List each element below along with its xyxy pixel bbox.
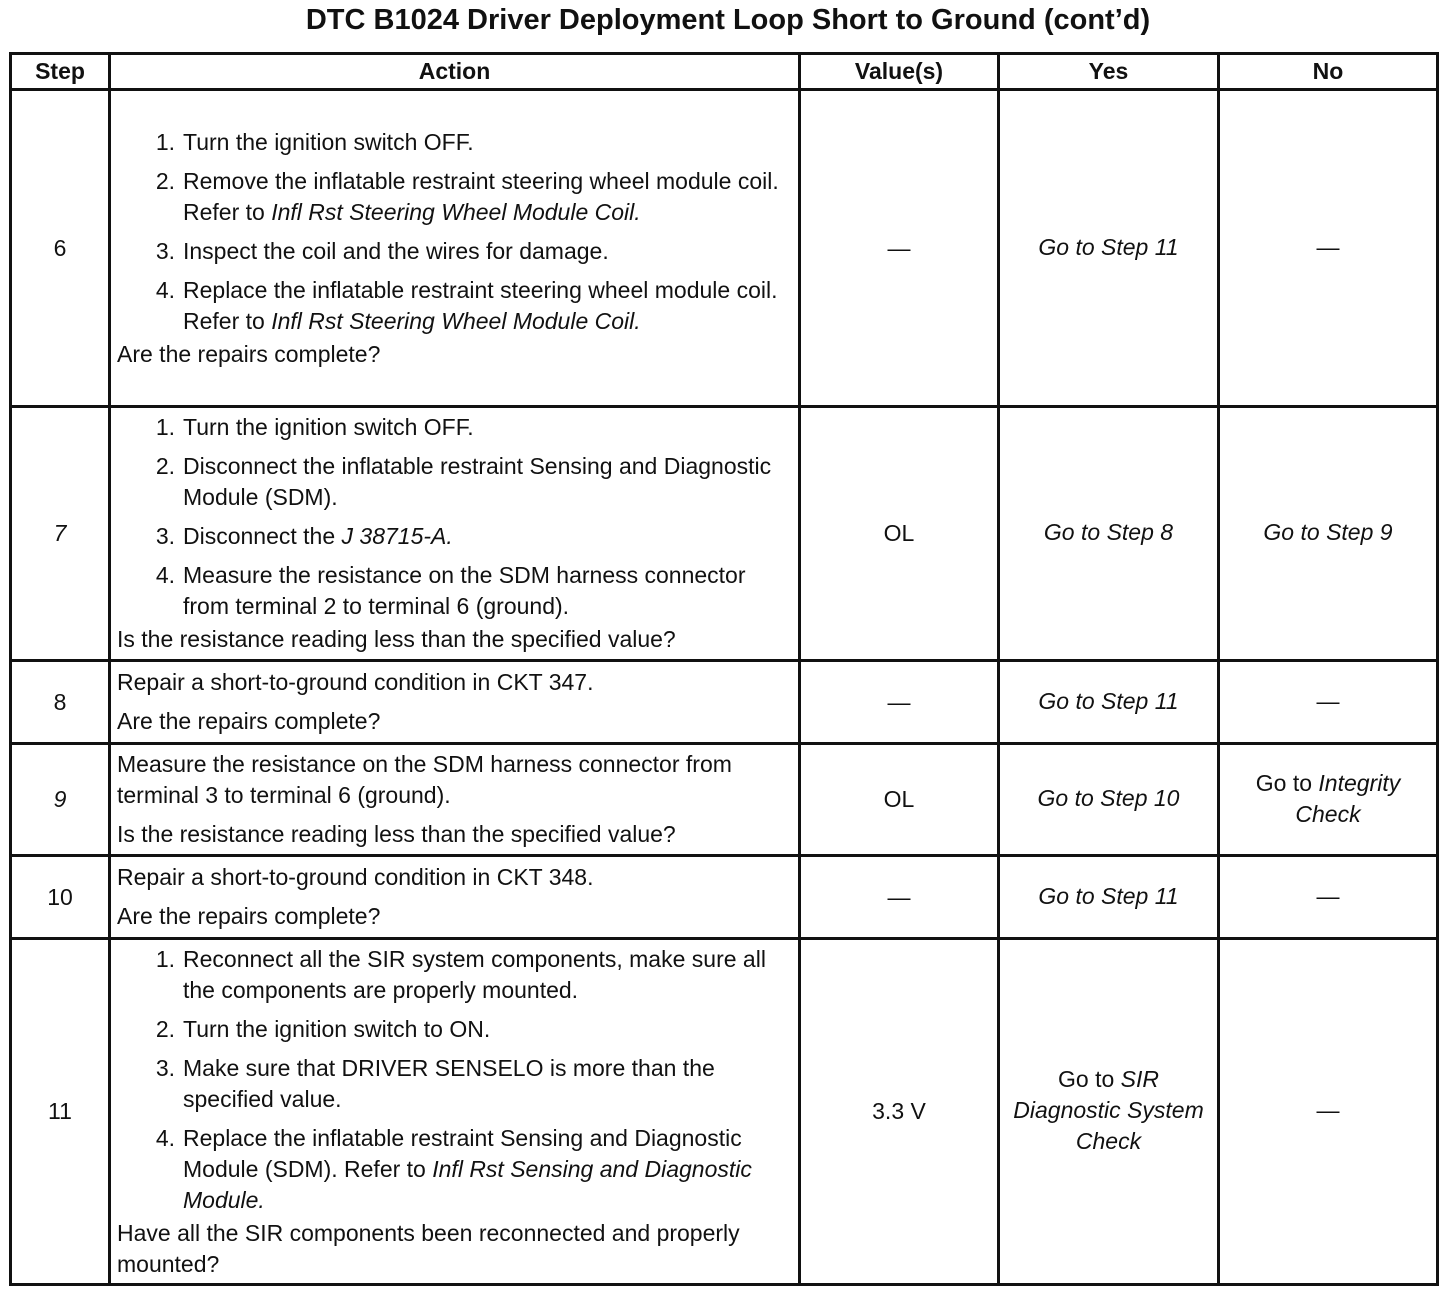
action-text: Repair a short-to-ground condition in CKT 347.	[117, 669, 594, 695]
reference-link: Infl Rst Sensing and Diagnostic Module.	[183, 1155, 752, 1213]
action-steps	[117, 412, 792, 622]
value-cell: OL	[800, 744, 999, 856]
list-item: 1. Reconnect all the SIR system components, make sure all the components are properly mounted.	[155, 945, 766, 1003]
value-cell: OL	[800, 407, 999, 661]
no-cell: —	[1219, 856, 1438, 939]
yes-cell: Go to Step 11	[999, 90, 1219, 407]
header-action: Action	[110, 54, 800, 90]
list-item: 3. Inspect the coil and the wires for damage.	[155, 237, 609, 264]
step-number: 11	[11, 939, 110, 1285]
reference-link: J 38715-A.	[341, 523, 453, 549]
yes-cell	[999, 939, 1219, 1285]
table-row-step-6	[11, 90, 1438, 407]
action-question: Are the repairs complete?	[117, 903, 381, 929]
reference-link: SIR Diagnostic System Check	[1013, 1066, 1204, 1154]
list-item: 1. Turn the ignition switch OFF.	[155, 414, 474, 440]
action-question: Have all the SIR components been reconnected and properly mounted?	[117, 1219, 740, 1277]
no-cell: —	[1219, 939, 1438, 1285]
header-no: No	[1219, 54, 1438, 90]
action-cell	[110, 407, 800, 661]
page-title: DTC B1024 Driver Deployment Loop Short to Ground (cont’d)	[305, 4, 1151, 36]
reference-link: Infl Rst Steering Wheel Module Coil.	[271, 307, 641, 334]
yes-cell-prefix: Go to	[1058, 1066, 1121, 1092]
header-step: Step	[11, 54, 110, 90]
action-question: Is the resistance reading less than the specified value?	[117, 821, 676, 847]
list-item: 2. Remove the inflatable restraint steering wheel module coil. Refer to Infl Rst Steering Wheel Module Coil.	[155, 167, 779, 225]
value-cell: —	[800, 856, 999, 939]
no-cell-prefix: Go to	[1255, 769, 1319, 796]
no-cell	[1219, 744, 1438, 856]
dtc-table	[9, 52, 1439, 1286]
no-cell: —	[1219, 90, 1438, 407]
no-cell: Go to Step 9	[1219, 407, 1438, 661]
action-text: Repair a short-to-ground condition in CKT 348.	[117, 864, 594, 890]
value-cell: 3.3 V	[800, 939, 999, 1285]
value-cell: —	[800, 90, 999, 407]
action-steps	[117, 944, 792, 1216]
reference-link: Infl Rst Steering Wheel Module Coil.	[271, 198, 641, 225]
action-cell	[110, 90, 800, 407]
table-row-step-9	[11, 744, 1438, 856]
action-question: Are the repairs complete?	[117, 340, 381, 367]
yes-cell: Go to Step 11	[999, 661, 1219, 744]
step-number: 7	[11, 407, 110, 661]
action-text: Measure the resistance on the SDM harness connector from terminal 3 to terminal 6 (ground).	[117, 751, 732, 808]
list-item: 4. Replace the inflatable restraint steering wheel module coil. Refer to Infl Rst Steering Wheel Module Coil.	[155, 276, 778, 334]
action-steps	[117, 127, 792, 337]
list-item: 3. Make sure that DRIVER SENSELO is more than the specified value.	[155, 1054, 715, 1112]
yes-cell: Go to Step 11	[999, 856, 1219, 939]
header-yes: Yes	[999, 54, 1219, 90]
step-number: 8	[11, 661, 110, 744]
no-cell: —	[1219, 661, 1438, 744]
yes-cell: Go to Step 10	[999, 744, 1219, 856]
reference-link: Integrity Check	[1295, 769, 1401, 827]
value-cell: —	[800, 661, 999, 744]
list-item: 1. Turn the ignition switch OFF.	[155, 128, 474, 155]
list-item: 2. Disconnect the inflatable restraint Sensing and Diagnostic Module (SDM).	[155, 453, 772, 510]
step-number: 6	[11, 90, 110, 407]
list-item: 4. Measure the resistance on the SDM harness connector from terminal 2 to terminal 6 (ground).	[155, 562, 746, 619]
action-cell	[110, 856, 800, 939]
header-row	[11, 54, 1438, 90]
table-row-step-10	[11, 856, 1438, 939]
list-item: 4. Replace the inflatable restraint Sensing and Diagnostic Module (SDM). Refer to Infl Rst Sensing and Diagnostic Module.	[155, 1124, 752, 1213]
list-item: 2. Turn the ignition switch to ON.	[155, 1015, 491, 1042]
action-question: Are the repairs complete?	[117, 708, 381, 734]
step-number: 10	[11, 856, 110, 939]
action-cell	[110, 744, 800, 856]
action-question: Is the resistance reading less than the specified value?	[117, 626, 676, 652]
table-row-step-11	[11, 939, 1438, 1285]
table-row-step-7	[11, 407, 1438, 661]
list-item: 3. Disconnect the J 38715-A.	[155, 523, 453, 549]
action-cell	[110, 939, 800, 1285]
header-values: Value(s)	[800, 54, 999, 90]
action-cell	[110, 661, 800, 744]
table-row-step-8	[11, 661, 1438, 744]
step-number: 9	[11, 744, 110, 856]
yes-cell: Go to Step 8	[999, 407, 1219, 661]
